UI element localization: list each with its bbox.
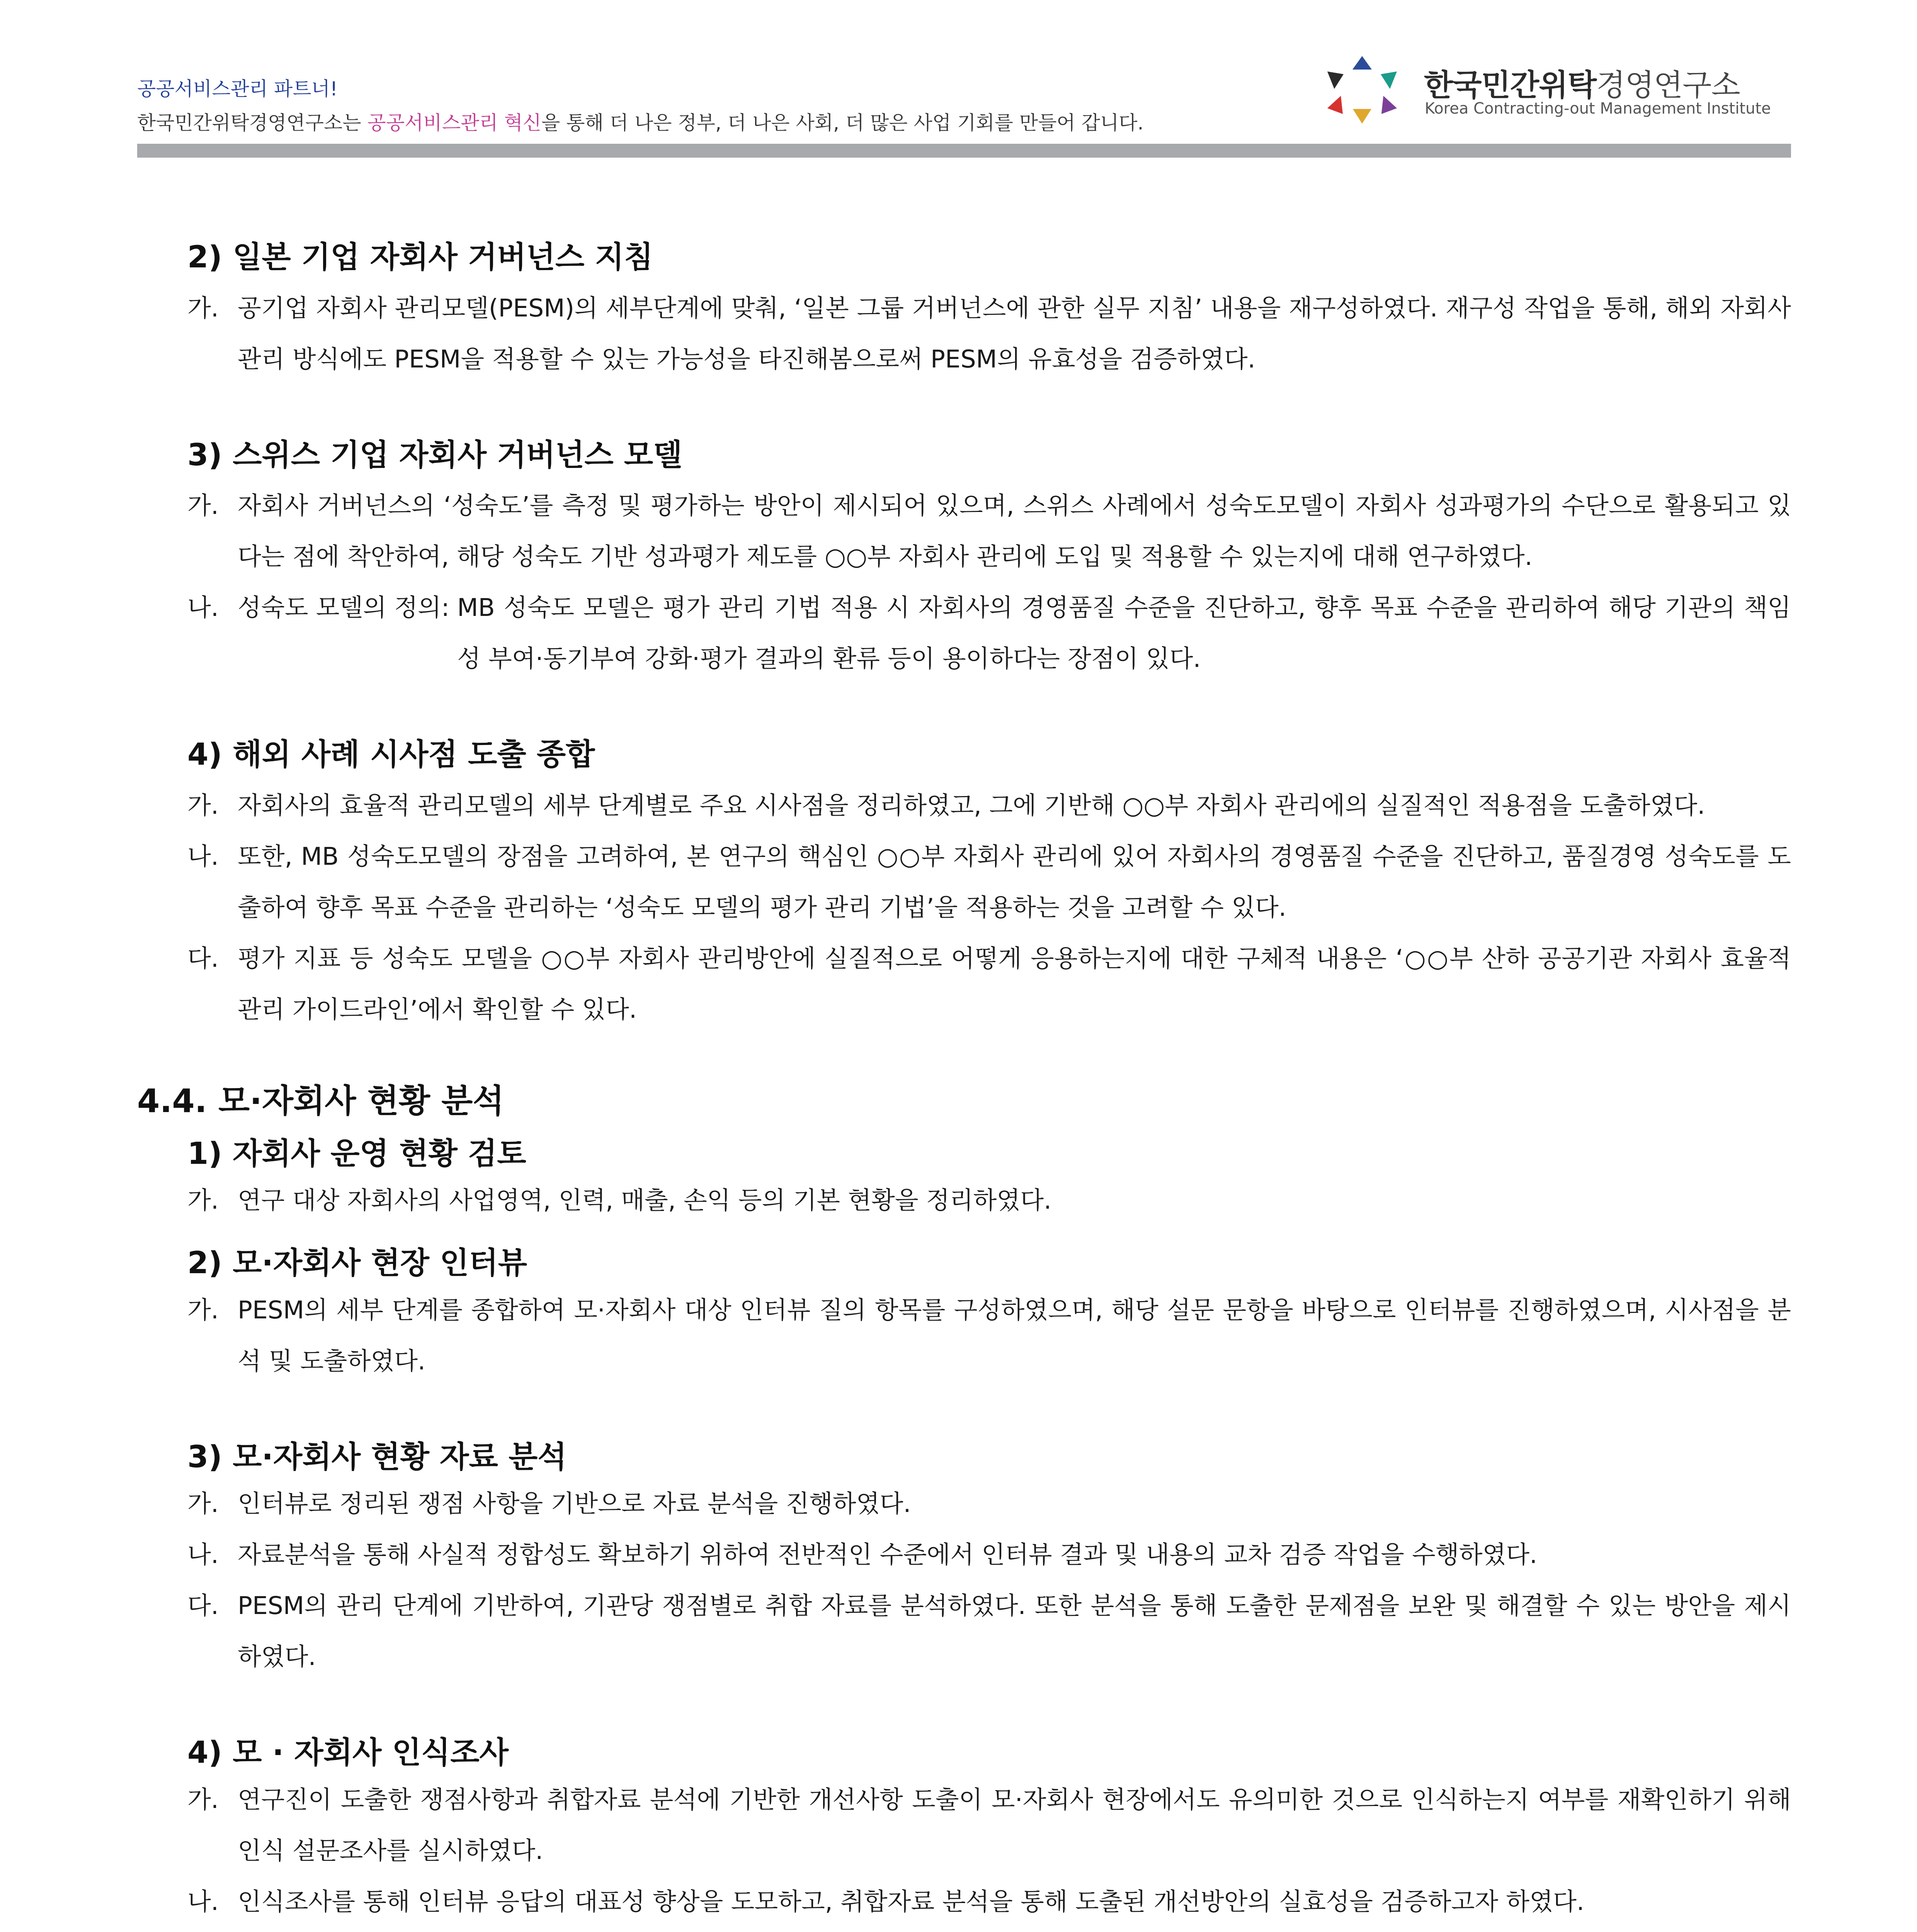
list-item (187, 1529, 1791, 1580)
item-marker: 가. (187, 1186, 219, 1215)
logo-english: Korea Contracting-out Management Institute (1425, 100, 1771, 117)
item-text: 평가 지표 등 성숙도 모델을 ○○부 자회사 관리방안에 실질적으로 어떻게 응용하는지에 대한 구체적 내용은 ‘○○부 산하 공공기관 자회사 효율적 관리 가이드라인’에서 확인할 수 있다. (238, 944, 1791, 1024)
item-marker: 나. (187, 1541, 219, 1569)
item-marker: 다. (187, 944, 219, 973)
section-heading: 3) 모·자회사 현황 자료 분석 (187, 1439, 567, 1475)
list-item (187, 1580, 1791, 1682)
logo-bold-text: 한국민간위탁 (1424, 68, 1597, 103)
list-item (187, 933, 1791, 1035)
list-item (187, 780, 1791, 831)
section-heading: 4) 해외 사례 시사점 도출 종합 (187, 737, 595, 772)
item-marker: 다. (187, 1592, 219, 1620)
list-item (187, 1876, 1791, 1927)
item-marker: 나. (187, 842, 219, 871)
list-item (187, 831, 1791, 933)
header-mission: 을 통해 더 나은 정부, 더 나은 사회, 더 많은 사업 기회를 만들어 갑니다. (541, 112, 1144, 134)
definition-row (238, 582, 1791, 684)
logo-rest-text: 경영연구소 (1596, 68, 1740, 103)
item-text: PESM의 관리 단계에 기반하여, 기관당 쟁점별로 취합 자료를 분석하였다. 또한 분석을 통해 도출한 문제점을 보완 및 해결할 수 있는 방안을 제시하였다. (238, 1592, 1791, 1671)
item-marker: 가. (187, 1296, 219, 1324)
page-header (137, 0, 1791, 166)
item-text: 자회사 거버넌스의 ‘성숙도’를 측정 및 평가하는 방안이 제시되어 있으며, 스위스 사례에서 성숙도모델이 자회사 성과평가의 수단으로 활용되고 있다는 점에 착안하여, 해당 성숙도 기반 성과평가 제도를 ○○부 자회사 관리에 도입 및 적용할 수 있는지에 대해 연구하였다. (238, 492, 1791, 571)
definition-label: 성숙도 모델의 정의: (238, 594, 458, 622)
item-marker: 나. (187, 594, 219, 622)
item-text: 인식조사를 통해 인터뷰 응답의 대표성 향상을 도모하고, 취합자료 분석을 통해 도출된 개선방안의 실효성을 검증하고자 하였다. (238, 1887, 1585, 1916)
header-connector: 는 (342, 112, 367, 134)
section-heading: 2) 모·자회사 현장 인터뷰 (187, 1246, 527, 1281)
list-item (187, 1774, 1791, 1876)
item-text: 자회사의 효율적 관리모델의 세부 단계별로 주요 시사점을 정리하였고, 그에 기반해 ○○부 자회사 관리에의 실질적인 적용점을 도출하였다. (238, 791, 1705, 820)
section-heading: 3) 스위스 기업 자회사 거버넌스 모델 (187, 437, 682, 473)
list-item (187, 1285, 1791, 1387)
item-marker: 가. (187, 492, 219, 520)
item-text: 또한, MB 성숙도모델의 장점을 고려하여, 본 연구의 핵심인 ○○부 자회사 관리에 있어 자회사의 경영품질 수준을 진단하고, 품질경영 성숙도를 도출하여 향후 목표 수준을 관리하는 ‘성숙도 모델의 평가 관리 기법’을 적용하는 것을 고려할 수 있다. (238, 842, 1791, 922)
item-marker: 가. (187, 1785, 219, 1814)
header-subtitle (137, 107, 1144, 135)
item-text: 연구 대상 자회사의 사업영역, 인력, 매출, 손익 등의 기본 현황을 정리하였다. (238, 1186, 1052, 1215)
list-item (187, 1478, 1791, 1529)
item-text: 공기업 자회사 관리모델(PESM)의 세부단계에 맞춰, ‘일본 그룹 거버넌스에 관한 실무 지침’ 내용을 재구성하였다. 재구성 작업을 통해, 해외 자회사 관리 방식에도 PESM을 적용할 수 있는 가능성을 타진해봄으로써 PESM의 유효성을 검증하였다. (238, 294, 1791, 373)
section-heading: 2) 일본 기업 자회사 거버넌스 지침 (187, 240, 653, 275)
header-highlight: 공공서비스관리 혁신 (367, 112, 542, 134)
section-heading: 1) 자회사 운영 현황 검토 (187, 1136, 526, 1171)
list-item (187, 582, 1791, 684)
item-marker: 가. (187, 791, 219, 820)
item-text: PESM의 세부 단계를 종합하여 모·자회사 대상 인터뷰 질의 항목를 구성하였으며, 해당 설문 문항을 바탕으로 인터뷰를 진행하였으며, 시사점을 분석 및 도출하였다. (238, 1296, 1791, 1375)
item-marker: 가. (187, 294, 219, 322)
item-marker: 가. (187, 1490, 219, 1518)
list-item (187, 283, 1791, 385)
pinwheel-logo-icon (1320, 50, 1405, 128)
institute-logo (1320, 46, 1791, 131)
item-text: 연구진이 도출한 쟁점사항과 취합자료 분석에 기반한 개선사항 도출이 모·자회사 현장에서도 유의미한 것으로 인식하는지 여부를 재확인하기 위해 인식 설문조사를 실시하였다. (238, 1785, 1791, 1865)
logo-text (1424, 61, 1740, 104)
chapter-heading: 4.4. 모·자회사 현황 분석 (137, 1082, 504, 1120)
section-heading: 4) 모 · 자회사 인식조사 (187, 1735, 509, 1770)
list-item (187, 480, 1791, 582)
header-divider-bar (137, 144, 1791, 158)
item-text: MB 성숙도 모델은 평가 관리 기법 적용 시 자회사의 경영품질 수준을 진단하고, 향후 목표 수준을 관리하여 해당 기관의 책임성 부여·동기부여 강화·평가 결과의 환류 등이 용이하다는 장점이 있다. (457, 594, 1791, 673)
item-text: 자료분석을 통해 사실적 정합성도 확보하기 위하여 전반적인 수준에서 인터뷰 결과 및 내용의 교차 검증 작업을 수행하였다. (238, 1541, 1538, 1569)
header-tagline: 공공서비스관리 파트너! (137, 78, 338, 100)
list-item (187, 1175, 1791, 1226)
document-body (137, 240, 1791, 1932)
item-marker: 나. (187, 1887, 219, 1916)
header-org-name: 한국민간위탁경영연구소 (137, 112, 343, 134)
item-text: 인터뷰로 정리된 쟁점 사항을 기반으로 자료 분석을 진행하였다. (238, 1490, 911, 1518)
